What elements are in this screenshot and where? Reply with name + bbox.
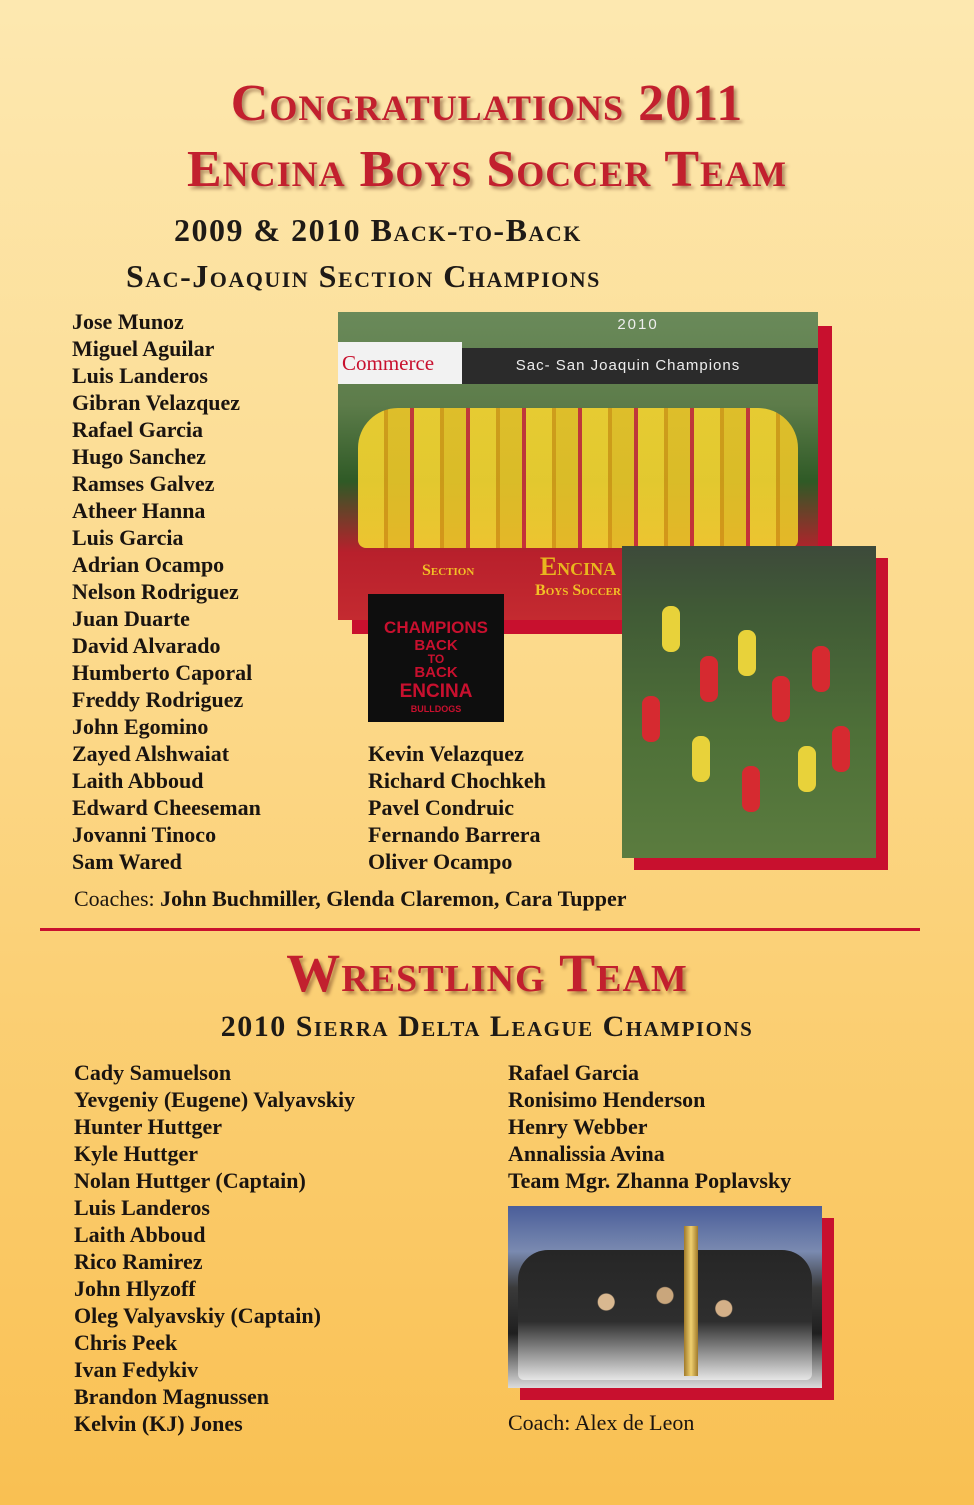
roster-name: David Alvarado xyxy=(72,633,221,658)
roster-name: Edward Cheeseman xyxy=(72,795,261,820)
wrestling-subtitle: 2010 Sierra Delta League Champions xyxy=(220,1010,754,1043)
roster-name: Brandon Magnussen xyxy=(74,1384,270,1409)
roster-name: John Egomino xyxy=(72,714,209,739)
roster-name: Oliver Ocampo xyxy=(368,849,513,874)
roster-name: Jose Munoz xyxy=(72,309,184,334)
champions-logo xyxy=(368,594,504,722)
photo-label-encina: Encina xyxy=(539,552,617,581)
wrestling-coach-label: Coach: xyxy=(508,1410,571,1435)
roster-name: Rafael Garcia xyxy=(508,1060,639,1085)
roster-name: Adrian Ocampo xyxy=(72,552,225,577)
roster-name: Zayed Alshwaiat xyxy=(72,741,230,766)
wrestling-roster-right xyxy=(508,1059,791,1194)
subtitle-line2: Sac-Joaquin Section Champions xyxy=(126,258,601,294)
roster-name: Henry Webber xyxy=(508,1114,648,1139)
photo-banner-caption: Sac- San Joaquin Champions xyxy=(515,357,741,374)
soccer-roster-right xyxy=(368,740,546,875)
wrestling-coach-name: Alex de Leon xyxy=(574,1410,695,1435)
photo-banner-commerce: Commerce xyxy=(338,342,462,384)
roster-name: Atheer Hanna xyxy=(72,498,206,523)
wrestling-roster-left xyxy=(74,1059,355,1437)
wrestling-group xyxy=(518,1250,812,1380)
roster-name: Sam Wared xyxy=(72,849,182,874)
roster-name: Chris Peek xyxy=(74,1330,178,1355)
roster-name: Cady Samuelson xyxy=(74,1060,232,1085)
roster-name: Gibran Velazquez xyxy=(72,390,241,415)
roster-name: Luis Landeros xyxy=(72,363,208,388)
logo-line4: BACK xyxy=(414,664,458,681)
roster-name: Humberto Caporal xyxy=(72,660,253,685)
logo-line3: TO xyxy=(427,652,445,666)
roster-name: Pavel Condruic xyxy=(368,795,515,820)
roster-name: Ramses Galvez xyxy=(72,471,215,496)
trophy xyxy=(684,1226,698,1376)
roster-name: Luis Garcia xyxy=(72,525,184,550)
roster-name: Juan Duarte xyxy=(72,606,190,631)
page-title-line1: Congratulations 2011 xyxy=(230,75,744,132)
roster-name: Nolan Huttger (Captain) xyxy=(74,1168,306,1193)
team-group xyxy=(358,408,798,548)
roster-name: Kevin Velazquez xyxy=(368,741,524,766)
logo-line1: CHAMPIONS xyxy=(384,618,488,637)
roster-name: Yevgeniy (Eugene) Valyavskiy xyxy=(74,1087,356,1112)
subtitle-line1: 2009 & 2010 Back-to-Back xyxy=(174,212,582,248)
wrestling-title: Wrestling Team xyxy=(286,943,688,1003)
section-divider xyxy=(40,928,920,931)
roster-name: John Hlyzoff xyxy=(74,1276,196,1301)
wrestling-coach xyxy=(508,1410,694,1436)
roster-name: Jovanni Tinoco xyxy=(72,822,217,847)
soccer-game-photo xyxy=(622,546,876,858)
roster-name: Oleg Valyavskiy (Captain) xyxy=(74,1303,321,1328)
soccer-roster-left xyxy=(72,308,261,875)
logo-line2: BACK xyxy=(414,637,458,654)
roster-name: Ronisimo Henderson xyxy=(508,1087,706,1112)
roster-name: Rico Ramirez xyxy=(74,1249,203,1274)
soccer-coaches-names: John Buchmiller, Glenda Claremon, Cara Tupper xyxy=(160,886,627,911)
roster-name: Rafael Garcia xyxy=(72,417,203,442)
page-title-line2: Encina Boys Soccer Team xyxy=(186,141,788,198)
soccer-coaches xyxy=(74,886,627,912)
roster-name: Nelson Rodriguez xyxy=(72,579,239,604)
roster-name: Freddy Rodriguez xyxy=(72,687,244,712)
logo-line6: BULLDOGS xyxy=(410,704,462,714)
photo-label-boys-soccer: Boys Soccer xyxy=(535,582,621,599)
wrestling-team-photo xyxy=(508,1206,822,1388)
roster-name: Kyle Huttger xyxy=(74,1141,199,1166)
soccer-coaches-label: Coaches: xyxy=(74,886,155,911)
roster-name: Richard Chochkeh xyxy=(368,768,546,793)
roster-name: Team Mgr. Zhanna Poplavsky xyxy=(508,1168,792,1193)
photo-label-section: Section xyxy=(422,562,475,579)
roster-name: Fernando Barrera xyxy=(368,822,541,847)
roster-name: Ivan Fedykiv xyxy=(74,1357,199,1382)
photo-banner-year: 2010 xyxy=(617,316,659,333)
roster-name: Kelvin (KJ) Jones xyxy=(74,1411,243,1436)
logo-line5: ENCINA xyxy=(399,681,473,702)
roster-name: Miguel Aguilar xyxy=(72,336,215,361)
roster-name: Hunter Huttger xyxy=(74,1114,223,1139)
roster-name: Luis Landeros xyxy=(74,1195,210,1220)
roster-name: Hugo Sanchez xyxy=(72,444,206,469)
roster-name: Annalissia Avina xyxy=(508,1141,665,1166)
roster-name: Laith Abboud xyxy=(72,768,204,793)
roster-name: Laith Abboud xyxy=(74,1222,206,1247)
